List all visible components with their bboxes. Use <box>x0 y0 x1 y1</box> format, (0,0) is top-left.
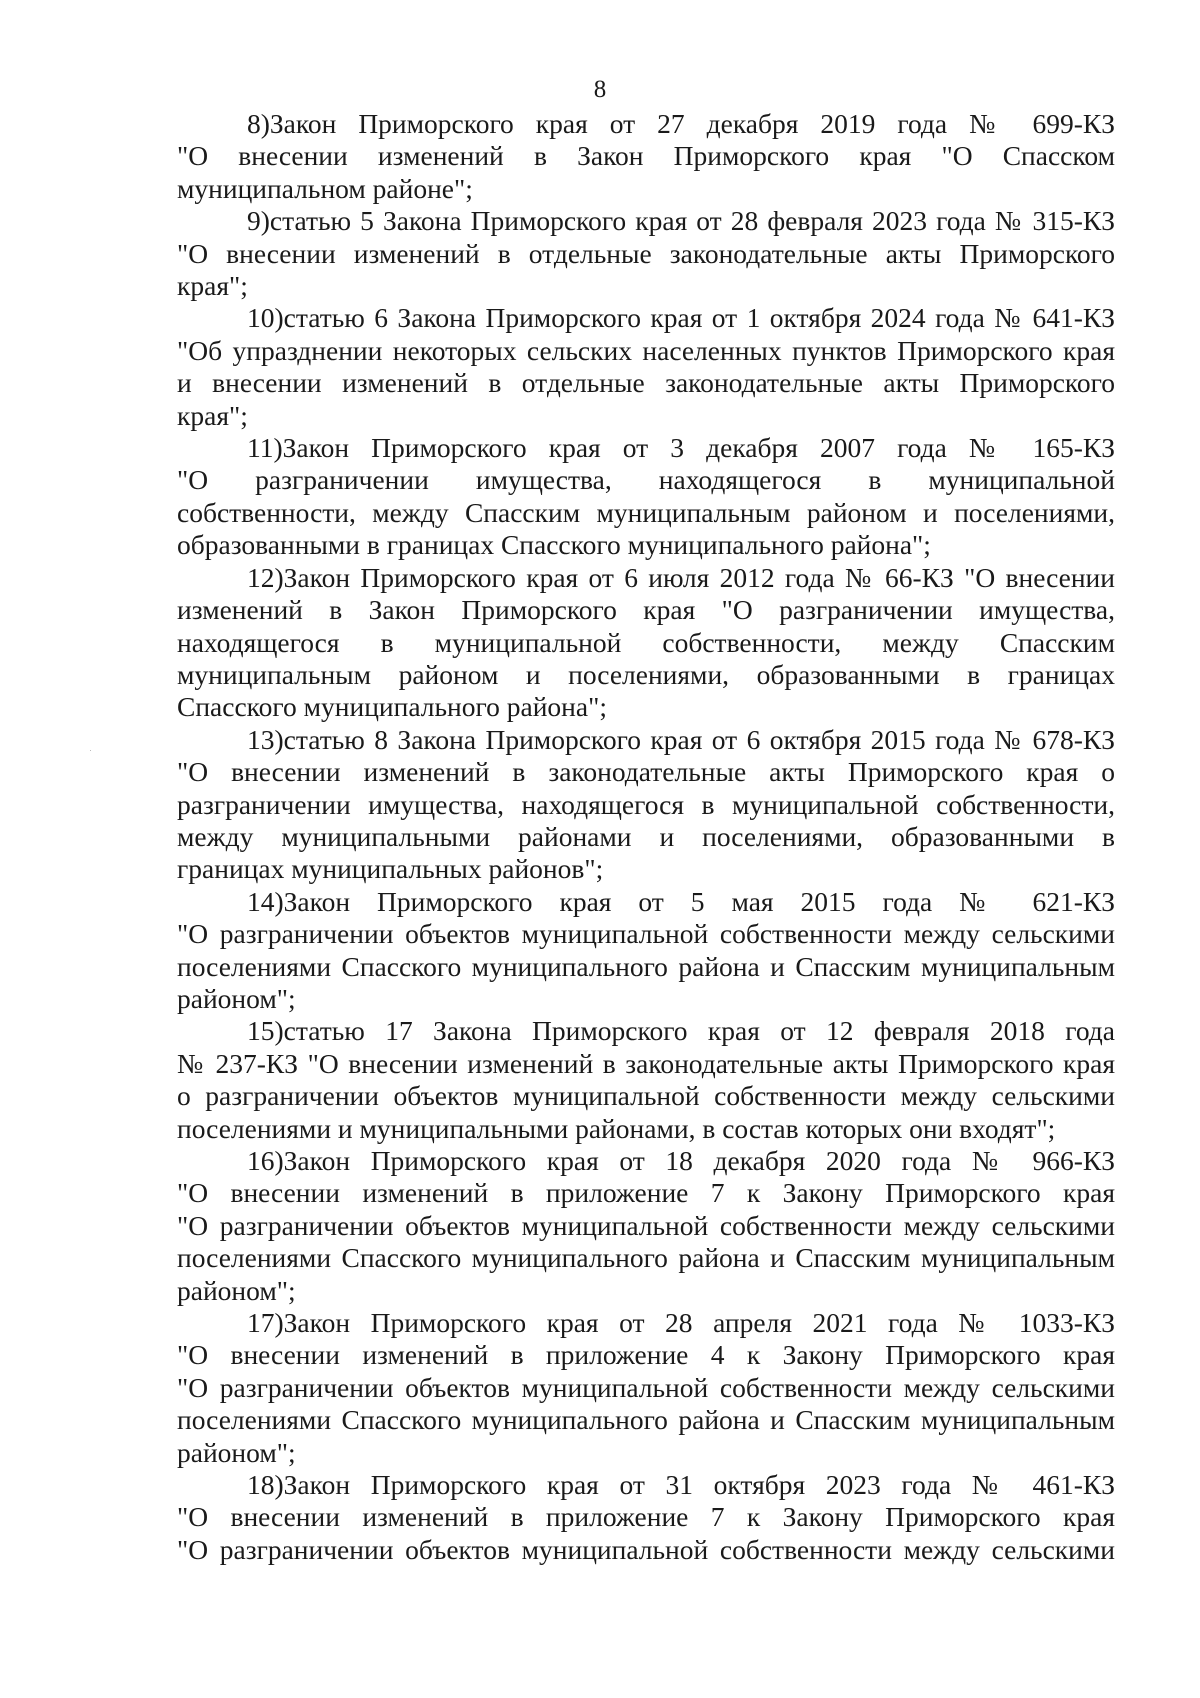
list-item <box>177 886 1115 1016</box>
text-line: "О разграничении объектов муниципальной собственности между сельскими <box>177 918 1115 950</box>
text-line: 9)статью 5 Закона Приморского края от 28 февраля 2023 года № 315-КЗ <box>247 205 1115 237</box>
text-line: "О разграничении объектов муниципальной собственности между сельскими <box>177 1533 1115 1565</box>
text-line: 15)статью 17 Закона Приморского края от 12 февраля 2018 года <box>247 1015 1115 1047</box>
text-line: изменений в Закон Приморского края "О разграничении имущества, <box>177 594 1115 626</box>
text-line: "О разграничении имущества, находящегося в муниципальной <box>177 464 1115 496</box>
list-item <box>177 1469 1115 1566</box>
text-line: края"; <box>177 270 248 302</box>
text-line: "О внесении изменений в отдельные законодательные акты Приморского <box>177 237 1115 269</box>
text-line: поселениями Спасского муниципального района и Спасским муниципальным <box>177 950 1115 982</box>
text-line: 16)Закон Приморского края от 18 декабря 2020 года № 966-КЗ <box>247 1145 1115 1176</box>
list-item <box>177 1145 1115 1307</box>
page-number: 8 <box>593 76 607 103</box>
list-item <box>177 1307 1115 1469</box>
text-line: поселениями и муниципальными районами, в состав которых они входят"; <box>177 1112 1056 1144</box>
text-line: районом"; <box>177 982 296 1014</box>
text-line: 8)Закон Приморского края от 27 декабря 2019 года № 699-КЗ <box>247 108 1115 139</box>
text-line: 11)Закон Приморского края от 3 декабря 2007 года № 165-КЗ <box>247 432 1115 464</box>
text-line: "О внесении изменений в приложение 4 к Закону Приморского края <box>177 1339 1115 1371</box>
text-line: поселениями Спасского муниципального района и Спасским муниципальным <box>177 1404 1115 1436</box>
document-body <box>177 108 1115 1566</box>
text-line: 14)Закон Приморского края от 5 мая 2015 года № 621-КЗ <box>247 885 1115 917</box>
list-item <box>177 432 1115 562</box>
text-line: муниципальным районом и поселениями, образованными в границах <box>177 658 1115 690</box>
text-line: образованными в границах Спасского муниципального района"; <box>177 529 931 561</box>
text-line: между муниципальными районами и поселениями, образованными в <box>177 820 1115 852</box>
text-line: находящегося в муниципальной собственности, между Спасским <box>177 626 1115 658</box>
text-line: поселениями Спасского муниципального района и Спасским муниципальным <box>177 1242 1115 1274</box>
text-line: разграничении имущества, находящегося в муниципальной собственности, <box>177 788 1115 820</box>
text-line: "Об упразднении некоторых сельских населенных пунктов Приморского края <box>177 334 1115 366</box>
text-line: районом"; <box>177 1274 296 1306</box>
text-line: муниципальном районе"; <box>177 172 473 204</box>
scan-artifact <box>90 750 91 751</box>
text-line: собственности, между Спасским муниципальным районом и поселениями, <box>177 496 1115 528</box>
text-line: края"; <box>177 399 248 431</box>
text-line: "О внесении изменений в законодательные акты Приморского края о <box>177 756 1115 788</box>
text-line: Спасского муниципального района"; <box>177 691 607 723</box>
list-item <box>177 724 1115 886</box>
text-line: 13)статью 8 Закона Приморского края от 6 октября 2015 года № 678-КЗ <box>247 723 1115 755</box>
text-line: 10)статью 6 Закона Приморского края от 1 октября 2024 года № 641-КЗ <box>247 302 1115 334</box>
text-line: "О внесении изменений в приложение 7 к Закону Приморского края <box>177 1501 1115 1533</box>
list-item <box>177 205 1115 302</box>
list-item <box>177 302 1115 432</box>
text-line: 18)Закон Приморского края от 31 октября 2023 года № 461-КЗ <box>247 1469 1115 1501</box>
text-line: 17)Закон Приморского края от 28 апреля 2021 года № 1033-КЗ <box>247 1307 1115 1339</box>
list-item <box>177 562 1115 724</box>
text-line: и внесении изменений в отдельные законодательные акты Приморского <box>177 367 1115 399</box>
text-line: границах муниципальных районов"; <box>177 853 604 885</box>
text-line: № 237-КЗ "О внесении изменений в законодательные акты Приморского края <box>177 1047 1115 1079</box>
text-line: 12)Закон Приморского края от 6 июля 2012 года № 66-КЗ "О внесении <box>247 561 1115 593</box>
text-line: о разграничении объектов муниципальной собственности между сельскими <box>177 1080 1115 1112</box>
list-item <box>177 108 1115 205</box>
list-item <box>177 1015 1115 1145</box>
text-line: "О разграничении объектов муниципальной собственности между сельскими <box>177 1371 1115 1403</box>
text-line: "О внесении изменений в Закон Приморского края "О Спасском <box>177 140 1115 172</box>
text-line: районом"; <box>177 1436 296 1468</box>
text-line: "О разграничении объектов муниципальной собственности между сельскими <box>177 1209 1115 1241</box>
text-line: "О внесении изменений в приложение 7 к Закону Приморского края <box>177 1177 1115 1209</box>
